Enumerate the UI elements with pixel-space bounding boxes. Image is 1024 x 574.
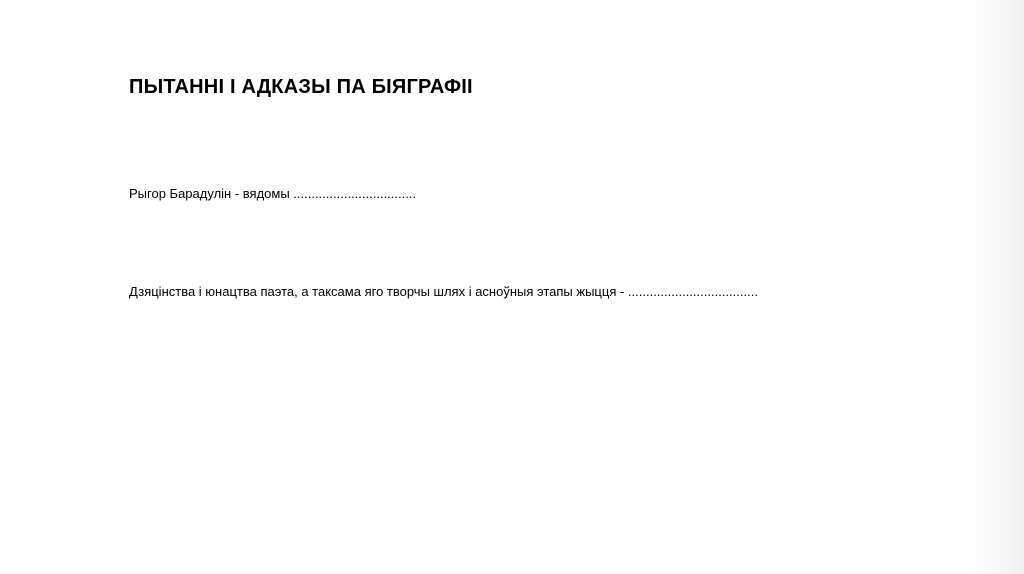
question-line-2: Дзяцінства і юнацтва паэта, а таксама яго творчы шлях і асноўныя этапы жыцця - .................................... bbox=[129, 284, 758, 299]
page-title: ПЫТАННІ І АДКАЗЫ ПА БІЯГРАФІІ bbox=[129, 76, 473, 98]
question-line-1: Рыгор Барадулін - вядомы .................................. bbox=[129, 186, 417, 201]
slide-edge-shadow bbox=[964, 0, 1024, 574]
